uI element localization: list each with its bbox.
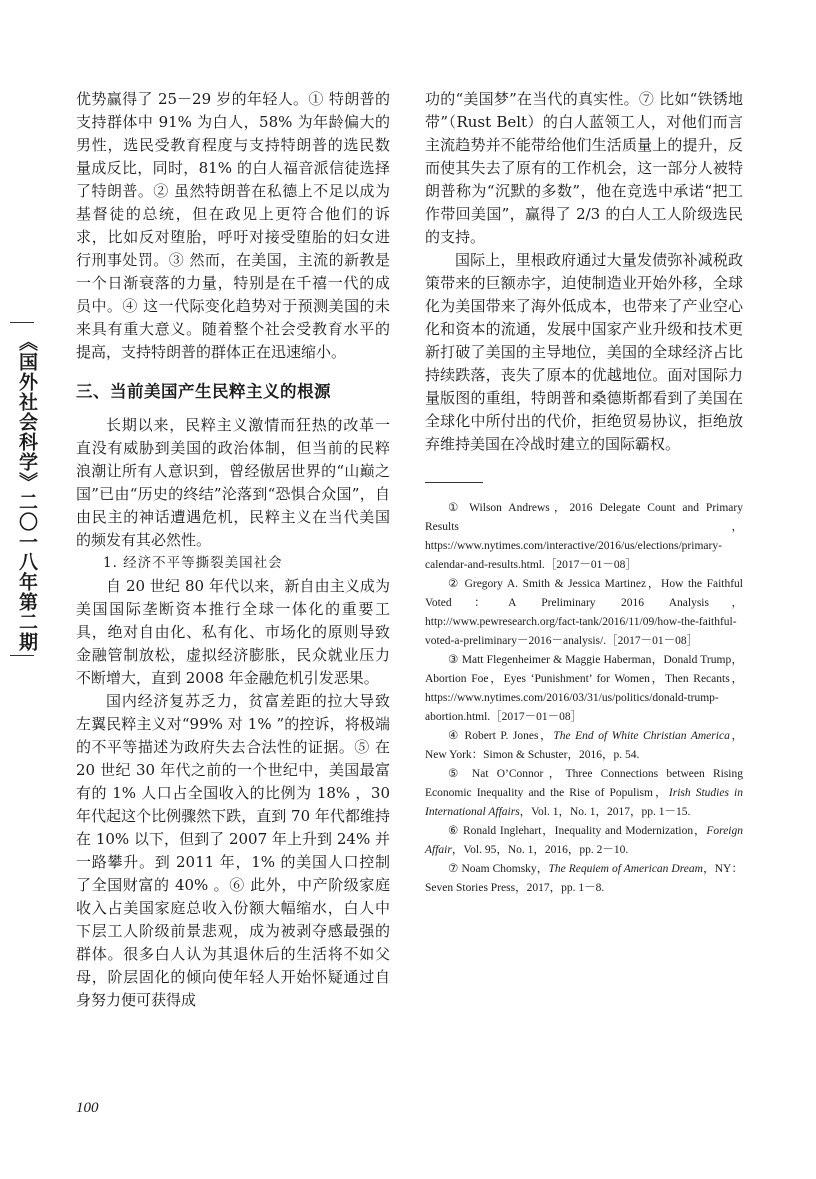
footnote-text: ⑥ Ronald Inglehart，Inequality and Modernization， xyxy=(448,825,707,837)
section-heading: 三、当前美国产生民粹主义的根源 xyxy=(76,382,331,401)
footnote-text: ，NY：Seven Stories Press，2017，pp. 1－8. xyxy=(425,863,743,894)
footnote-text: ② Gregory A. Smith & Jessica Martinez，How the Faithful Voted：A Preliminary 2016 Analysis，http://www.pewresearch.org/fact-tank/2016/11/09/how-the-faithful-voted-a-preliminary－2016－analysis/.［2017－01－08］ xyxy=(425,578,743,647)
footnote xyxy=(425,727,743,765)
subsection-heading: 1. 经济不平等撕裂美国社会 xyxy=(103,555,283,571)
footnote xyxy=(425,499,743,575)
footnote-text: ③ Matt Flegenheimer & Maggie Haberman，Donald Trump，Abortion Foe，Eyes ‘Punishment’ for Women，Then Recants，https://www.nytimes.com/2016/03/31/us/politics/donald-trump-abortion.html.［2017－01－08］ xyxy=(425,654,743,723)
footnote-text: ，New York：Simon & Schuster，2016，p. 54. xyxy=(425,730,743,761)
sidebar-rule-top xyxy=(10,322,34,323)
footnote-text: ，Vol. 95，No. 1，2016，pp. 2－10. xyxy=(451,844,629,856)
right-column xyxy=(425,88,743,898)
footnote xyxy=(425,651,743,727)
body-paragraph: 功的“美国梦”在当代的真实性。⑦ 比如“铁锈地带”（Rust Belt）的白人蓝领工人，对他们而言主流趋势并不能带给他们生活质量上的提升，反而使其失去了原有的工作机会，这一部分人被特朗普称为“沉默的多数”，他在竞选中承诺“把工作带回美国”，赢得了 2/3 的白人工人阶级选民的支持。 xyxy=(425,90,743,246)
body-paragraph: 国内经济复苏乏力，贫富差距的拉大导致左翼民粹主义对“99% 对 1% ”的控诉，将极端的不平等描述为政府失去合法性的证据。⑤ 在 20 世纪 30 年代之前的一个世纪中，美国最富有的 1% 人口占全国收入的比例为 18% ，30 年代起这个比例骤然下跌，直到 70 年代都维持在 10% 以下，但到了 2007 年上升到 24% 并一路攀升。到 2011 年，1% 的美国人口控制了全国财富的 40% 。⑥ 此外，中产阶级家庭收入占美国家庭总收入份额大幅缩水，白人中下层工人阶级前景悲观，成为被剥夺感最强的群体。很多白人认为其退休后的生活将不如父母，阶层固化的倾向使年轻人开始怀疑通过自身努力便可获得成 xyxy=(76,692,390,1009)
footnote-book-title: The End of White Christian America xyxy=(553,730,730,742)
journal-issue-label: 《国外社会科学》二〇一八年第二期 xyxy=(16,332,38,652)
footnote-book-title: The Requiem of American Dream xyxy=(548,863,703,875)
footnotes-block xyxy=(425,499,743,898)
footnote xyxy=(425,822,743,860)
footnote xyxy=(425,860,743,898)
sidebar-rule-bottom xyxy=(10,655,34,656)
page-number: 100 xyxy=(76,1100,99,1116)
body-paragraph: 长期以来，民粹主义激情而狂热的改革一直没有威胁到美国的政治体制，但当前的民粹浪潮让所有人意识到，曾经傲居世界的“山巅之国”已由“历史的终结”沦落到“恐惧合众国”，自由民主的神话遭遇危机，民粹主义在当代美国的频发有其必然性。 xyxy=(76,416,390,549)
body-paragraph: 优势赢得了 25－29 岁的年轻人。① 特朗普的支持群体中 91% 为白人，58% 为年龄偏大的男性，选民受教育程度与支持特朗普的选民数量成反比，同时，81% 的白人福音派信徒选择了特朗普。② 虽然特朗普在私德上不足以成为基督徒的总统，但在政见上更符合他们的诉求，比如反对堕胎，呼吁对接受堕胎的妇女进行刑事处罚。③ 然而，在美国，主流的新教是一个日渐衰落的力量，特别是在千禧一代的成员中。④ 这一代际变化趋势对于预测美国的未来具有重大意义。随着整个社会受教育水平的提高，支持特朗普的群体正在迅速缩小。 xyxy=(76,90,390,361)
footnote xyxy=(425,575,743,651)
footnote-text: ⑦ Noam Chomsky， xyxy=(448,863,549,875)
footnote-text: ，Vol. 1，No. 1，2017，pp. 1－15. xyxy=(519,806,691,818)
body-paragraph: 自 20 世纪 80 年代以来，新自由主义成为美国国际垄断资本推行全球一体化的重要工具，绝对自由化、私有化、市场化的原则导致金融管制放松，虚拟经济膨胀，民众就业压力不断增大，直到 2008 年金融危机引发恶果。 xyxy=(76,577,390,687)
footnote-text: ④ Robert P. Jones， xyxy=(448,730,554,742)
left-column xyxy=(76,88,390,1012)
footnote xyxy=(425,765,743,822)
journal-sidebar xyxy=(0,322,56,656)
footnote-journal-title: Foreign Affair xyxy=(425,825,743,856)
footnote-separator xyxy=(425,482,483,483)
footnote-text: ① Wilson Andrews，2016 Delegate Count and Primary Results，https://www.nytimes.com/interactive/2016/us/elections/primary-calendar-and-results.html.［2017－01－08］ xyxy=(425,502,743,571)
footnote-text: ⑤ Nat O’Connor，Three Connections between Rising Economic Inequality and the Rise of Populism， xyxy=(425,768,743,799)
body-paragraph: 国际上，里根政府通过大量发债弥补减税政策带来的巨额赤字，迫使制造业开始外移，全球化为美国带来了海外低成本，也带来了产业空心化和资本的流通，发展中国家产业升级和技术更新打破了美国的主导地位，美国的全球经济占比持续跌落，丧失了原本的优越地位。面对国际力量版图的重组，特朗普和桑德斯都看到了美国在全球化中所付出的代价，拒绝贸易协议，拒绝放弃维持美国在冷战时建立的国际霸权。 xyxy=(425,251,743,453)
footnote-journal-title: Irish Studies in International Affairs xyxy=(425,787,743,818)
